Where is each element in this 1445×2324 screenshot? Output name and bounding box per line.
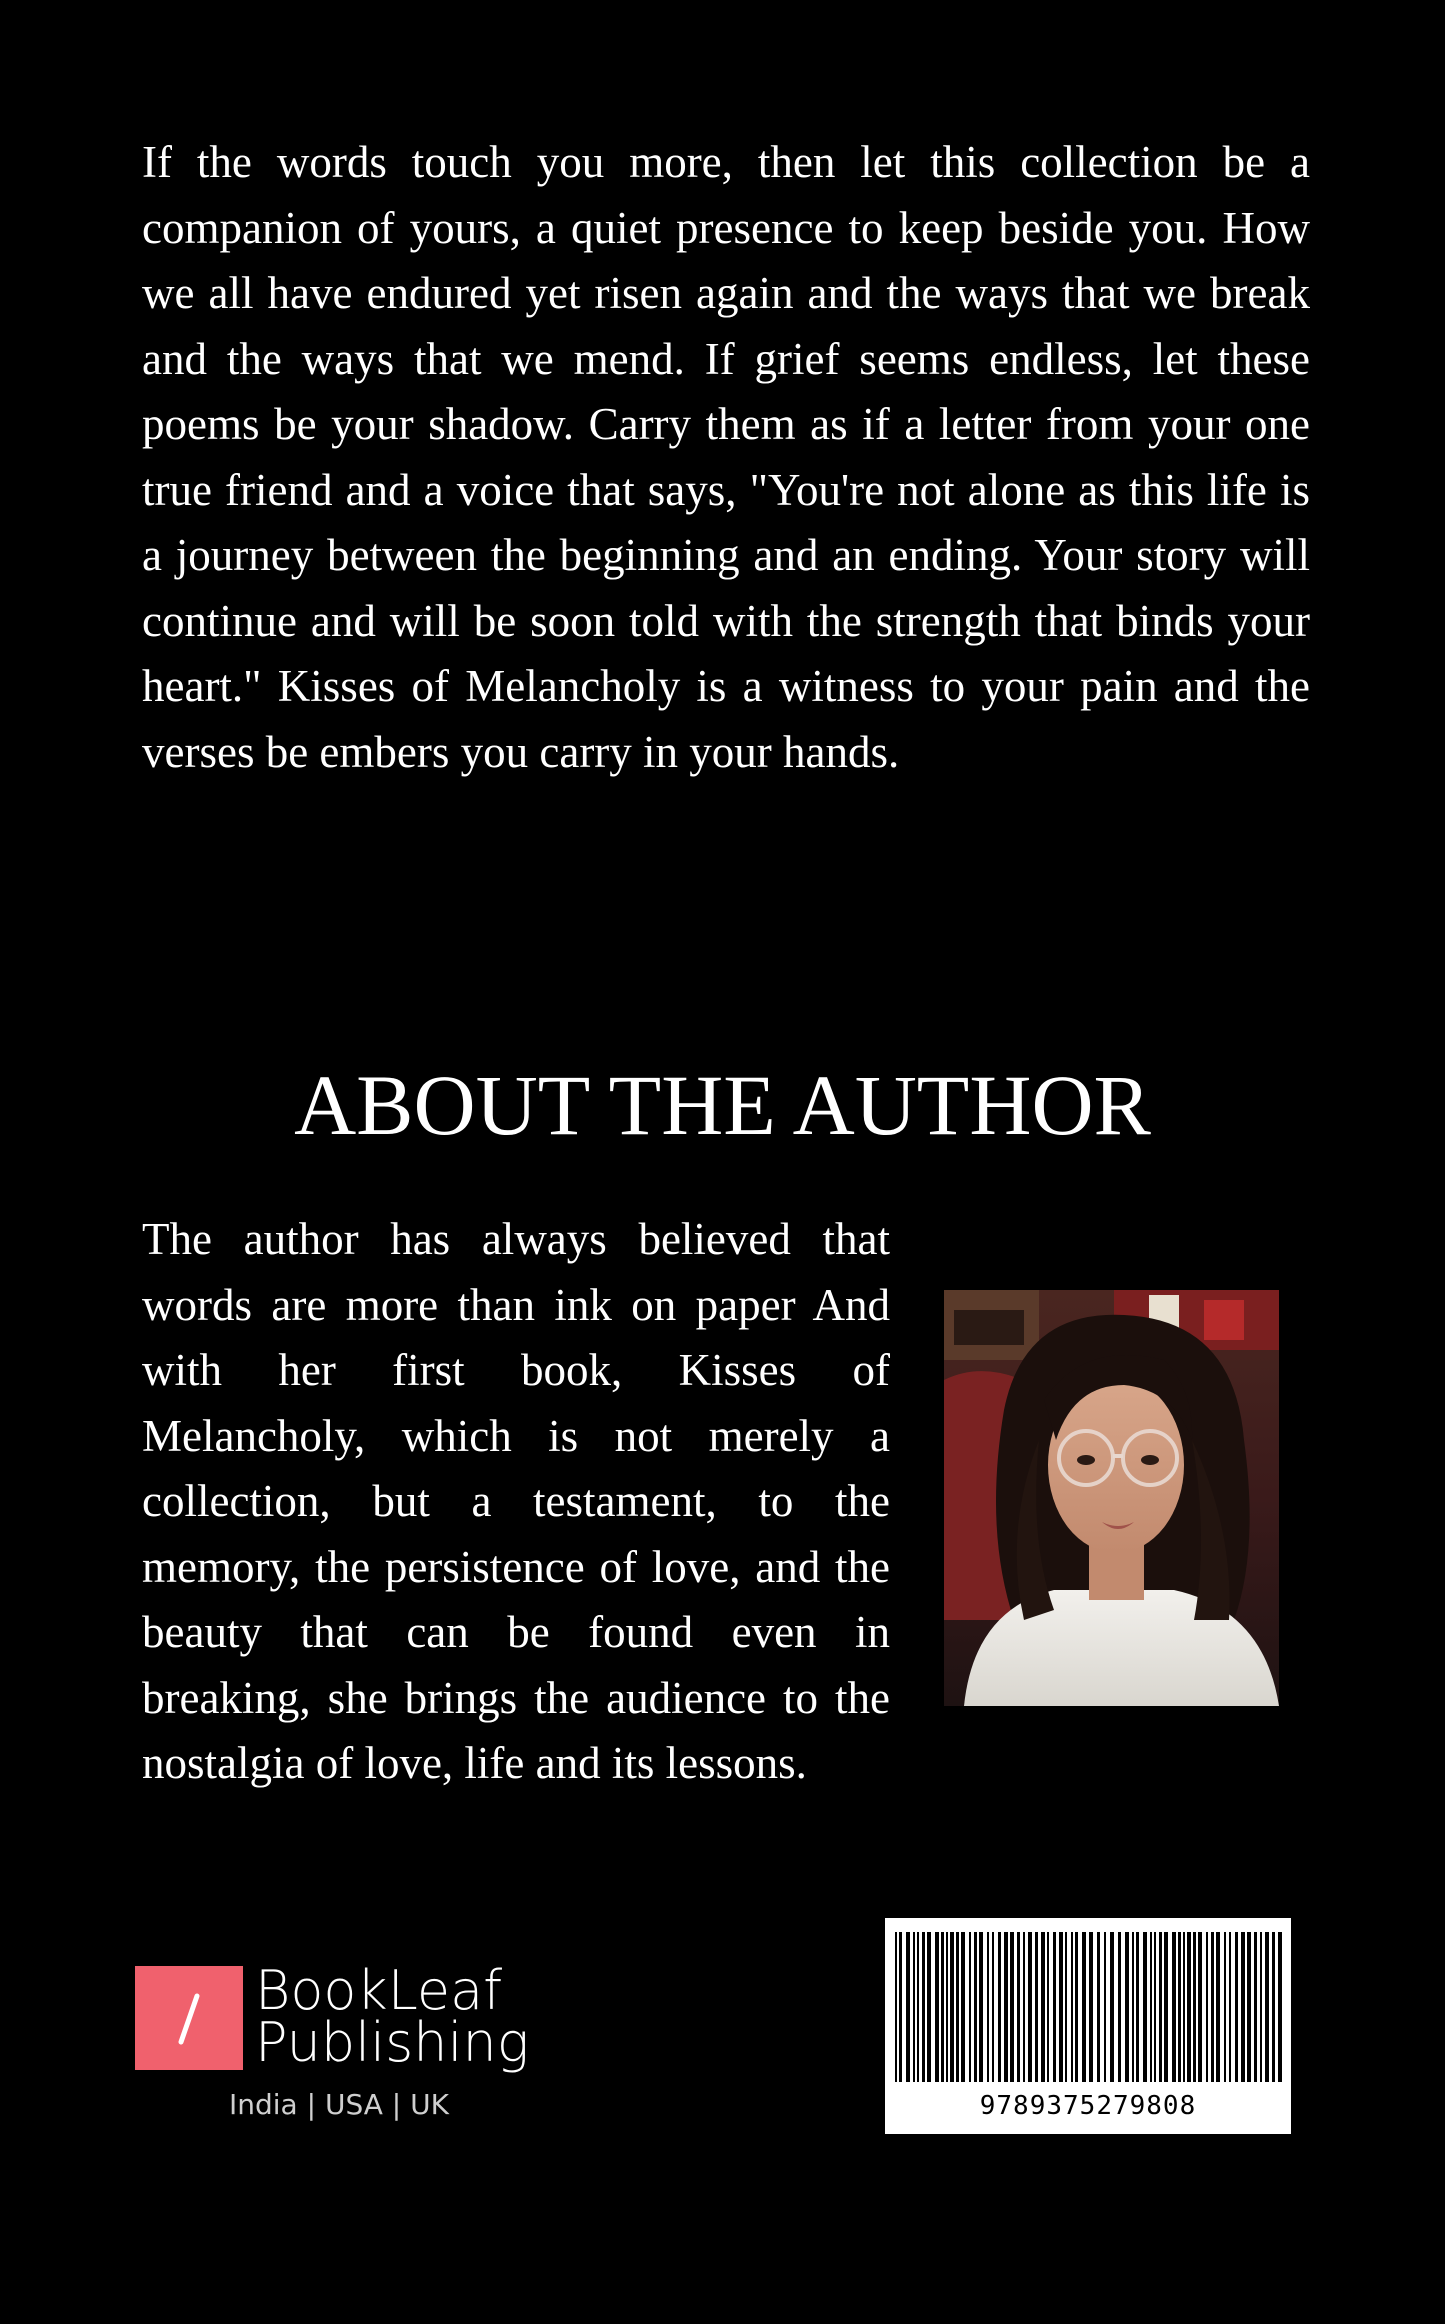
barcode-bar (1154, 1932, 1156, 2082)
barcode-bar (1047, 1932, 1049, 2082)
barcode-bar (1229, 1932, 1231, 2082)
barcode-bars (885, 1918, 1291, 2088)
barcode-bar (1125, 1932, 1129, 2082)
barcode-bar (1211, 1932, 1214, 2082)
barcode-bar (961, 1932, 965, 2082)
barcode-bar (941, 1932, 944, 2082)
barcode-bar (1278, 1932, 1282, 2082)
barcode-bar (974, 1932, 977, 2082)
barcode-bar (1183, 1932, 1185, 2082)
barcode-bar (913, 1932, 915, 2082)
barcode-bar (1159, 1932, 1162, 2082)
barcode-bar (987, 1932, 989, 2082)
barcode-bar (1028, 1932, 1032, 2082)
barcode-bar (1265, 1932, 1269, 2082)
barcode-bar (1010, 1932, 1014, 2082)
barcode-bar (1110, 1932, 1114, 2082)
barcode-bar (1247, 1932, 1251, 2082)
barcode-bar (1150, 1932, 1152, 2082)
author-photo (944, 1290, 1279, 1706)
barcode-bar (1071, 1932, 1073, 2082)
barcode-bar (917, 1932, 919, 2082)
isbn-number: 9789375279808 (979, 2091, 1197, 2121)
barcode-bar (979, 1932, 983, 2082)
publisher-name-line1: BookLeaf (255, 1959, 503, 2022)
publisher-mark (135, 1966, 243, 2070)
barcode-bar (950, 1932, 954, 2082)
barcode-bar (922, 1932, 925, 2082)
barcode-bar (1178, 1932, 1181, 2082)
barcode-bar (956, 1932, 959, 2082)
publisher-name-line2: Publishing (255, 2011, 530, 2074)
barcode-bar (1187, 1932, 1191, 2082)
barcode-bar (1053, 1932, 1056, 2082)
barcode-bar (998, 1932, 1001, 2082)
barcode-bar (1143, 1932, 1147, 2082)
barcode-bar (1023, 1932, 1025, 2082)
barcode-bar (1193, 1932, 1196, 2082)
barcode-bar (1075, 1932, 1078, 2082)
back-cover-blurb: If the words touch you more, then let this collection be a companion of yours, a quiet presence to keep beside you. How we all have endured yet risen again and the ways that we break and the ways that we mend. If grief seems endless, let these poems be your shadow. Carry them as if a letter from your one true friend and a voice that says, "You're not alone as this life is a journey between the beginning and an ending. Your story will continue and will be soon told with the strength that binds your heart." Kisses of Melancholy is a witness to your pain and the verses be embers you carry in your hands. (142, 137, 1310, 777)
barcode-bar (1260, 1932, 1262, 2082)
barcode-bar (1224, 1932, 1226, 2082)
barcode-bar (1065, 1932, 1067, 2082)
barcode-bar (1172, 1932, 1176, 2082)
barcode-bar (1241, 1932, 1245, 2082)
barcode-bar (1097, 1932, 1100, 2082)
barcode-bar (969, 1932, 971, 2082)
barcode-bar (895, 1932, 897, 2082)
barcode-bar (1004, 1932, 1008, 2082)
barcode-bar (1041, 1932, 1045, 2082)
barcode-bar (906, 1932, 910, 2082)
barcode-bar (1104, 1932, 1106, 2082)
author-bio: The author has always believed that words are more than ink on paper And with her first book, Kisses of Melancholy, which is not merely a collection, but a testament, to the memory, the persistence of love, and the beauty that can be found even in breaking, she brings the audience to the nostalgia of love, life and its lessons. (142, 1214, 890, 1788)
barcode-bar (899, 1932, 902, 2082)
barcode-bar (1035, 1932, 1038, 2082)
barcode-bar (935, 1932, 939, 2082)
barcode-bar (1206, 1932, 1208, 2082)
barcode-bar (1272, 1932, 1275, 2082)
barcode-bar (946, 1932, 948, 2082)
barcode-bar (927, 1932, 931, 2082)
isbn-barcode (885, 1918, 1291, 2134)
barcode-bar (1089, 1932, 1093, 2082)
publisher-regions: India | USA | UK (229, 2088, 449, 2121)
barcode-bar (1136, 1932, 1139, 2082)
barcode-bar (1132, 1932, 1134, 2082)
barcode-bar (1198, 1932, 1202, 2082)
barcode-bar (1254, 1932, 1257, 2082)
barcode-bar (1216, 1932, 1220, 2082)
barcode-bar (1118, 1932, 1121, 2082)
barcode-bar (1164, 1932, 1168, 2082)
barcode-bar (1235, 1932, 1238, 2082)
barcode-bar (1059, 1932, 1063, 2082)
publisher-logo (135, 1959, 535, 2132)
about-author-heading: ABOUT THE AUTHOR (294, 1057, 1151, 1153)
barcode-bar (1082, 1932, 1086, 2082)
barcode-bar (1017, 1932, 1020, 2082)
barcode-bar (992, 1932, 994, 2082)
